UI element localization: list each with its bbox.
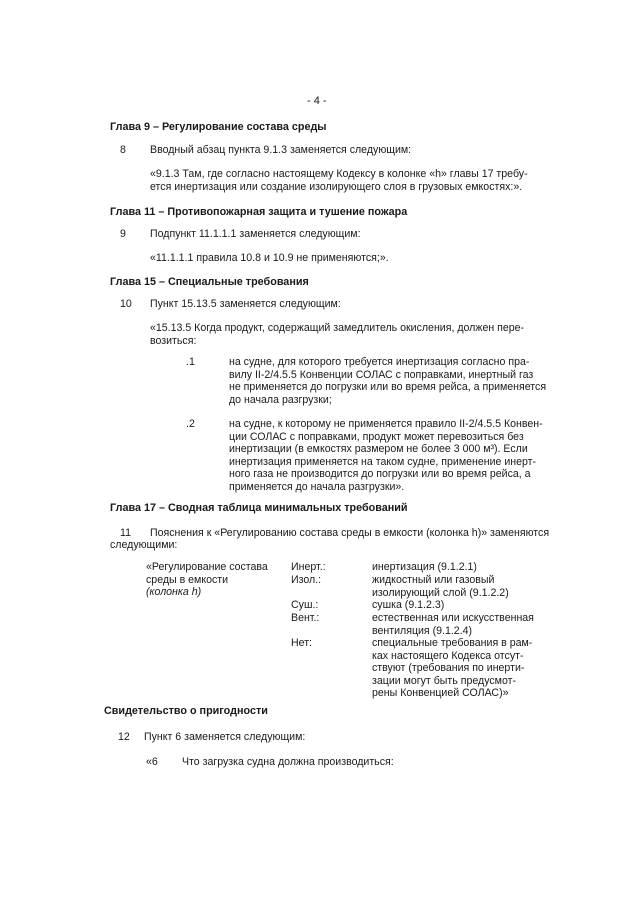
def-abbr-izol: Изол.: (291, 574, 322, 586)
subitem-line: на судне, для которого требуется инертизация согласно пра- (229, 356, 530, 368)
subitem-line: ного газа не производится до погрузки или во время рейса, а (229, 468, 531, 481)
subitem-number-2: .2 (186, 418, 195, 430)
subitem-line: ции СОЛАС с поправками, продукт может перевозиться без (229, 430, 524, 443)
item-11-text-line2: следующими: (110, 539, 178, 551)
quote-6-number: «6 (146, 756, 158, 768)
def-abbr-inert: Инерт.: (291, 561, 326, 573)
def-line: инертизация (9.1.2.1) (372, 561, 477, 573)
item-number-11: 11 (120, 527, 131, 539)
item-10-text: Пункт 15.13.5 заменяется следующим: (150, 298, 341, 310)
def-abbr-vent: Вент.: (291, 612, 320, 624)
item-11-text-line1: Пояснения к «Регулированию состава среды в емкости (колонка h)» заменяются (150, 527, 550, 539)
def-text-net (372, 637, 532, 700)
heading-chapter-17: Глава 17 – Сводная таблица минимальных требований (110, 502, 408, 514)
def-text-sush (372, 599, 444, 612)
def-text-vent (372, 612, 534, 637)
def-abbr-sush: Суш.: (291, 599, 319, 611)
subitem-line: на судне, к которому не применяется правило II-2/4.5.5 Конвен- (229, 418, 543, 430)
def-line: изолирующий слой (9.1.2.2) (372, 586, 509, 599)
def-line: зации могут быть предусмот- (372, 674, 516, 687)
quote-line: возиться: (150, 334, 197, 347)
definition-title-line: «Регулирование состава (146, 561, 268, 573)
def-line: специальные требования в рам- (372, 637, 533, 649)
def-line: сушка (9.1.2.3) (372, 599, 445, 611)
subitem-line: не применяется до погрузки или во время рейса, а применяется (229, 381, 547, 394)
quote-15-13-5 (150, 322, 524, 347)
def-line: жидкостный или газовый (372, 574, 495, 586)
item-number-12: 12 (118, 731, 130, 743)
heading-chapter-15: Глава 15 – Специальные требования (110, 276, 309, 288)
subitem-line: инертизация применяется на таком судне, применение инерт- (229, 455, 537, 468)
def-text-inert (372, 561, 477, 574)
def-line: ствуют (требования по инерти- (372, 662, 525, 675)
quote-6-text: Что загрузка судна должна производиться: (182, 756, 394, 768)
definition-title-line: (колонка h) (146, 586, 202, 599)
page-number: - 4 - (307, 95, 327, 107)
subitem-number-1: .1 (186, 356, 195, 368)
def-line: вентиляция (9.1.2.4) (372, 624, 473, 637)
heading-chapter-9: Глава 9 – Регулирование состава среды (110, 121, 327, 133)
subitem-line: вилу II-2/4.5.5 Конвенции СОЛАС с поправками, инертный газ (229, 368, 534, 381)
heading-chapter-11: Глава 11 – Противопожарная защита и тушение пожара (110, 206, 408, 218)
quote-9-1-3 (150, 168, 527, 193)
quote-line: «9.1.3 Там, где согласно настоящему Кодексу в колонке «h» главы 17 требу- (150, 168, 528, 180)
quote-11-1-1-1: «11.1.1.1 правила 10.8 и 10.9 не применяются;». (150, 252, 389, 264)
def-text-izol (372, 574, 509, 599)
subitem-1-text (229, 356, 546, 406)
heading-certificate: Свидетельство о пригодности (104, 705, 268, 717)
def-line: естественная или искусственная (372, 612, 534, 624)
quote-line: ется инертизация или создание изолирующего слоя в грузовых емкостях:». (150, 180, 523, 193)
subitem-2-text (229, 418, 543, 494)
item-number-10: 10 (120, 298, 132, 310)
def-abbr-net: Нет: (291, 637, 312, 649)
definition-title-line: среды в емкости (146, 573, 229, 586)
subitem-line: до начала разгрузки; (229, 393, 332, 406)
def-line: рены Конвенцией СОЛАС)» (372, 687, 509, 700)
item-number-8: 8 (120, 144, 126, 156)
quote-line: «15.13.5 Когда продукт, содержащий замедлитель окисления, должен пере- (150, 322, 525, 334)
def-line: ках настоящего Кодекса отсут- (372, 649, 524, 662)
definition-title (146, 561, 268, 599)
item-12-text: Пункт 6 заменяется следующим: (144, 731, 306, 743)
item-9-text: Подпункт 11.1.1.1 заменяется следующим: (150, 228, 361, 240)
subitem-line: применяется до начала разгрузки». (229, 480, 405, 493)
item-number-9: 9 (120, 228, 126, 240)
item-8-text: Вводный абзац пункта 9.1.3 заменяется следующим: (150, 144, 412, 156)
subitem-line: инертизации (в емкостях размером не более 3 000 м³). Если (229, 443, 528, 456)
